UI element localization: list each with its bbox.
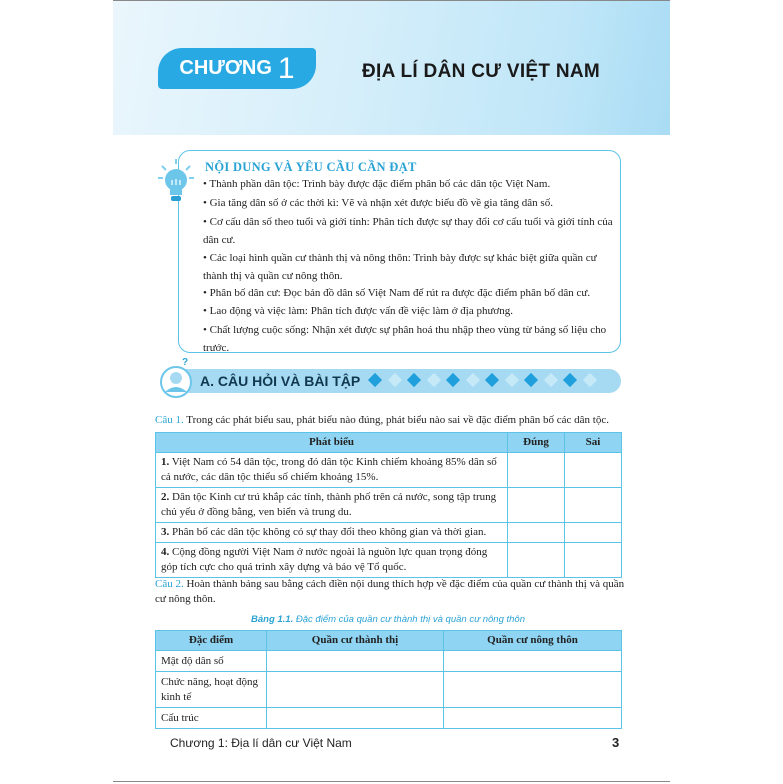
- table-row: [156, 523, 622, 543]
- false-answer-cell[interactable]: [565, 543, 622, 578]
- objectives-heading: NỘI DUNG VÀ YÊU CẦU CẦN ĐẠT: [205, 160, 417, 174]
- col-header: Đặc điểm: [156, 631, 267, 651]
- col-header: Quần cư nông thôn: [444, 631, 622, 651]
- chapter-number: 1: [277, 51, 295, 85]
- objective-item: • Chất lượng cuộc sống: Nhận xét được sự phân hoá thu nhập theo vùng từ bảng số liệu cho trước.: [203, 324, 607, 354]
- statement-cell: 1. Việt Nam có 54 dân tộc, trong đó dân tộc Kinh chiếm khoảng 85% dân số cả nước, các dân tộc thiểu số chiếm khoảng 15%.: [156, 453, 508, 488]
- question-1: [155, 413, 625, 428]
- true-answer-cell[interactable]: [508, 523, 565, 543]
- table-row: [156, 651, 622, 672]
- col-header: Đúng: [508, 433, 565, 453]
- true-false-table: [155, 432, 622, 578]
- table-row: [156, 672, 622, 708]
- student-avatar-icon: [156, 356, 196, 400]
- false-answer-cell[interactable]: [565, 488, 622, 523]
- feature-cell: Cấu trúc: [156, 708, 267, 729]
- section-title: A. CÂU HỎI VÀ BÀI TẬP: [200, 373, 361, 389]
- rural-answer-cell[interactable]: [444, 651, 622, 672]
- feature-cell: Chức năng, hoạt động kinh tế: [156, 672, 267, 708]
- chapter-badge: [158, 48, 316, 89]
- rural-answer-cell[interactable]: [444, 672, 622, 708]
- table-row: [156, 708, 622, 729]
- question-text: Trong các phát biểu sau, phát biểu nào đúng, phát biểu nào sai về đặc điểm phân bố các dân tộc.: [183, 414, 609, 426]
- statement-cell: 2. Dân tộc Kinh cư trú khắp các tỉnh, thành phố trên cả nước, song tập trung chủ yếu ở đồng bằng, ven biển và trung du.: [156, 488, 508, 523]
- objective-item: • Cơ cấu dân số theo tuổi và giới tính: Phân tích được sự thay đổi cơ cấu tuổi và giới tính của dân cư.: [203, 216, 613, 246]
- table-caption: Bảng 1.1. Đặc điểm của quần cư thành thị và quần cư nông thôn: [251, 614, 525, 625]
- question-label: Câu 1.: [155, 414, 184, 426]
- col-header: Quần cư thành thị: [267, 631, 444, 651]
- true-answer-cell[interactable]: [508, 543, 565, 578]
- false-answer-cell[interactable]: [565, 453, 622, 488]
- objective-item: • Gia tăng dân số ở các thời kì: Vẽ và nhận xét được biểu đồ về gia tăng dân số.: [203, 197, 553, 209]
- chapter-label: CHƯƠNG: [179, 57, 272, 79]
- objective-item: • Lao động và việc làm: Phân tích được vấn đề việc làm ở địa phương.: [203, 305, 513, 317]
- page-number: 3: [612, 735, 620, 750]
- table-row: [156, 488, 622, 523]
- col-header: Sai: [565, 433, 622, 453]
- footer-chapter: Chương 1: Địa lí dân cư Việt Nam: [170, 736, 352, 750]
- objective-item: • Phân bố dân cư: Đọc bản đồ dân số Việt Nam để rút ra được đặc điểm phân bố dân cư.: [203, 287, 591, 299]
- true-answer-cell[interactable]: [508, 488, 565, 523]
- objective-item: • Thành phần dân tộc: Trình bày được đặc điểm phân bố các dân tộc Việt Nam.: [203, 178, 551, 190]
- statement-cell: 3. Phân bố các dân tộc không có sự thay đổi theo không gian và thời gian.: [156, 523, 508, 543]
- urban-answer-cell[interactable]: [267, 672, 444, 708]
- table-row: [156, 543, 622, 578]
- statement-cell: 4. Cộng đồng người Việt Nam ở nước ngoài là nguồn lực quan trọng đóng góp tích cực cho quá trình xây dựng và bảo vệ Tổ quốc.: [156, 543, 508, 578]
- chapter-title: ĐỊA LÍ DÂN CƯ VIỆT NAM: [362, 61, 601, 82]
- feature-cell: Mật độ dân số: [156, 651, 267, 672]
- settlement-table: [155, 630, 622, 729]
- urban-answer-cell[interactable]: [267, 651, 444, 672]
- col-header: Phát biểu: [156, 433, 508, 453]
- rural-answer-cell[interactable]: [444, 708, 622, 729]
- lightbulb-icon: [158, 158, 194, 206]
- table-row: [156, 453, 622, 488]
- true-answer-cell[interactable]: [508, 453, 565, 488]
- false-answer-cell[interactable]: [565, 523, 622, 543]
- question-text: Hoàn thành bảng sau bằng cách điền nội dung thích hợp về đặc điểm của quần cư thành thị và quần cư nông thôn.: [155, 578, 625, 605]
- objective-item: • Các loại hình quần cư thành thị và nông thôn: Trình bày được sự khác biệt giữa quần cư thành thị và quần cư nông thôn.: [203, 252, 597, 282]
- urban-answer-cell[interactable]: [267, 708, 444, 729]
- question-label: Câu 2.: [155, 578, 184, 590]
- question-2: [155, 577, 625, 607]
- divider: [113, 781, 670, 782]
- svg-text:?: ?: [182, 357, 189, 368]
